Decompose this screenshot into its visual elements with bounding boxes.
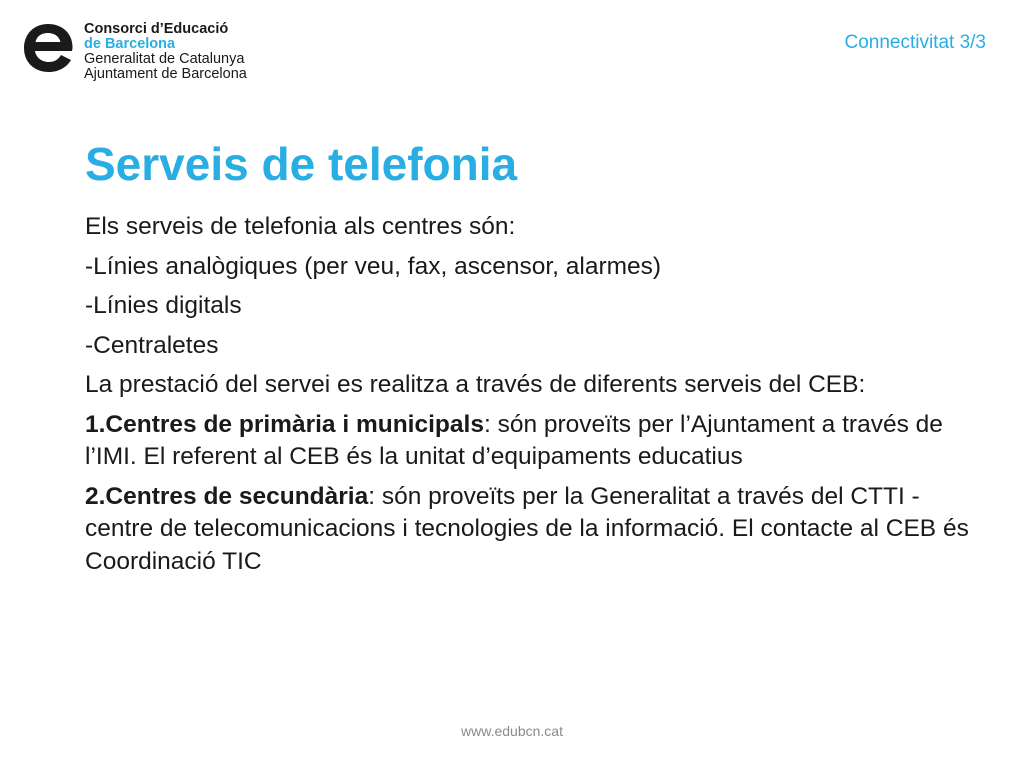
item-primaria [85, 409, 985, 474]
logo-line-generalitat: Generalitat de Catalunya [84, 51, 245, 67]
slide-title: Serveis de telefonia [85, 138, 518, 190]
item-secundaria-heading: 2.Centres de secundària [85, 482, 369, 510]
logo-text [84, 22, 247, 82]
logo [22, 20, 247, 80]
footer-url: www.edubcn.cat [461, 723, 563, 739]
logo-line-ajuntament: Ajuntament de Barcelona [84, 66, 247, 82]
service-paragraph: La prestació del servei es realitza a través de diferents serveis del CEB: [85, 371, 866, 398]
item-primaria-text: : són proveïts per l’Ajuntament a través de l’IMI. El referent al CEB és la unitat d’equipaments educatius [85, 410, 943, 470]
item-secundaria [85, 481, 985, 579]
list-item-centraletes: -Centraletes [85, 331, 219, 359]
item-primaria-heading: 1.Centres de primària i municipals [85, 410, 484, 438]
logo-line-consorci: Consorci d’Educació [84, 21, 229, 37]
logo-e-icon [22, 20, 74, 76]
section-label: Connectivitat 3/3 [844, 32, 986, 53]
logo-line-barcelona: de Barcelona [84, 36, 176, 52]
intro-text: Els serveis de telefonia als centres són: [85, 213, 516, 240]
slide-content [85, 211, 985, 585]
item-secundaria-text: : són proveïts per la Generalitat a través del CTTI -centre de telecomunicacions i tecnologies de la informació. El contacte al CEB és Coordinació TIC [85, 482, 969, 575]
list-item-analog: -Línies analògiques (per veu, fax, ascensor, alarmes) [85, 252, 662, 280]
list-item-digital: -Línies digitals [85, 292, 242, 319]
